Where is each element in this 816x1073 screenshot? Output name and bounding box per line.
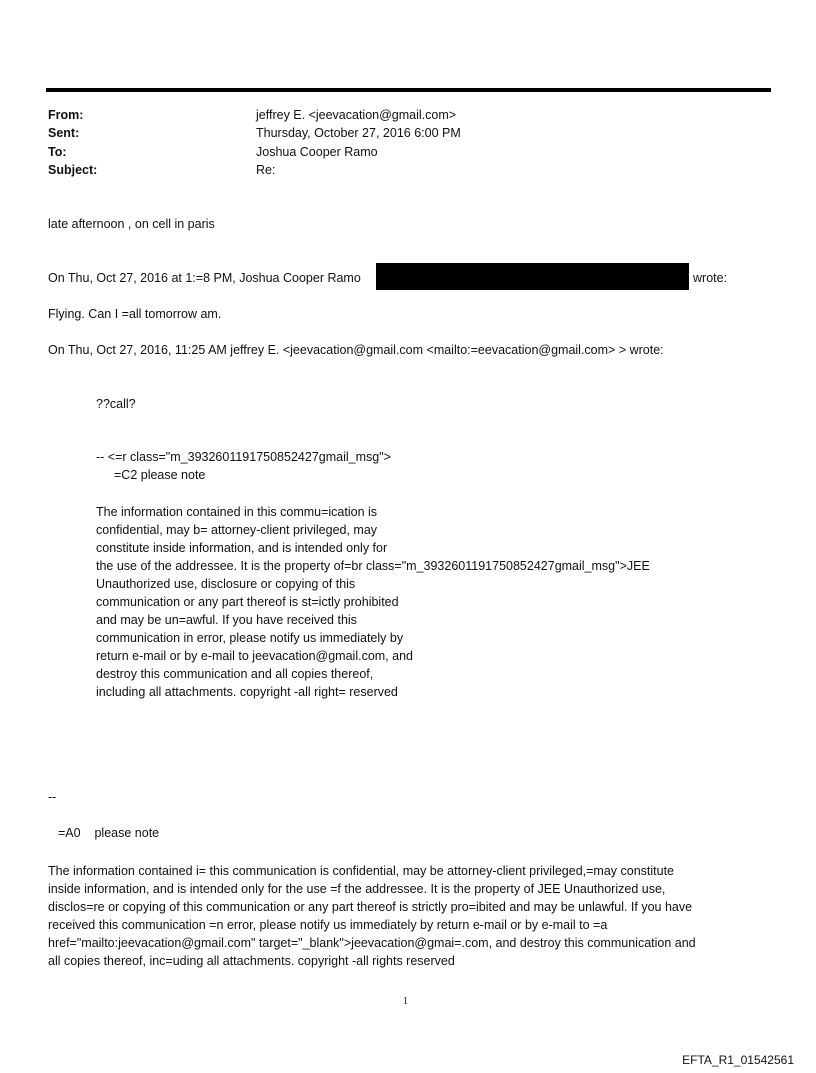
disclaimer-line: The information contained in this commu=ication is [96,505,378,519]
signature-line-2: =C2 please note [114,468,206,482]
signature-dash: -- [48,790,57,804]
sent-value: Thursday, October 27, 2016 6:00 PM [256,126,461,140]
quote2-intro: On Thu, Oct 27, 2016, 11:25 AM jeffrey E. <jeevacation@gmail.com <mailto:=eevacation@gmail.com> > wrote: [48,343,664,357]
disclaimer-line: The information contained i= this communication is confidential, may be attorney-client privileged,=may constitute [48,864,675,878]
to-label: To: [48,145,67,159]
call-text: ??call? [96,397,136,411]
disclaimer-line: including all attachments. copyright -all right= reserved [96,685,398,699]
disclaimer-line: destroy this communication and all copies thereof, [96,667,374,681]
subject-label: Subject: [48,163,98,177]
signature-note: =A0 please note [58,826,160,840]
redaction-box [376,263,689,290]
quote1-intro: On Thu, Oct 27, 2016 at 1:=8 PM, Joshua Cooper Ramo [48,271,361,285]
signature-line-1: -- <=r class="m_3932601191750852427gmail_msg"> [96,450,391,464]
disclaimer-line: return e-mail or by e-mail to jeevacation@gmail.com, and [96,649,413,663]
disclaimer-line: communication or any part thereof is st=ictly prohibited [96,595,399,609]
disclaimer-line: disclos=re or copying of this communication or any part thereof is strictly pro=ibited and may be unlawful. If you have [48,900,693,914]
disclaimer-indented [96,503,736,701]
disclaimer-line: href="mailto:jeevacation@gmail.com" target="_blank">jeevacation@gmai=.com, and destroy this communication and [48,936,696,950]
disclaimer-line: received this communication =n error, please notify us immediately by return e-mail or by e-mail to =a [48,918,608,932]
bates-number: EFTA_R1_01542561 [682,1053,794,1067]
disclaimer-line: all copies thereof, inc=uding all attachments. copyright -all rights reserved [48,954,455,968]
reply-text: late afternoon , on cell in paris [48,217,215,231]
disclaimer-line: the use of the addressee. It is the property of=br class="m_3932601191750852427gmail_msg">JEE [96,559,650,573]
from-label: From: [48,108,84,122]
sent-label: Sent: [48,126,80,140]
flying-text: Flying. Can I =all tomorrow am. [48,307,222,321]
page-number: 1 [403,996,408,1007]
disclaimer-line: communication in error, please notify us immediately by [96,631,404,645]
disclaimer-line: constitute inside information, and is intended only for [96,541,388,555]
disclaimer-line: confidential, may b= attorney-client privileged, may [96,523,378,537]
to-value: Joshua Cooper Ramo [256,145,378,159]
disclaimer-line: and may be un=awful. If you have received this [96,613,357,627]
subject-value: Re: [256,163,276,177]
header-rule [46,88,771,92]
disclaimer-line: inside information, and is intended only for the use =f the addressee. It is the property of JEE Unauthorized use, [48,882,666,896]
disclaimer-full [48,862,768,970]
quote1-wrote: wrote: [693,271,728,285]
from-value: jeffrey E. <jeevacation@gmail.com> [256,108,457,122]
disclaimer-line: Unauthorized use, disclosure or copying of this [96,577,356,591]
